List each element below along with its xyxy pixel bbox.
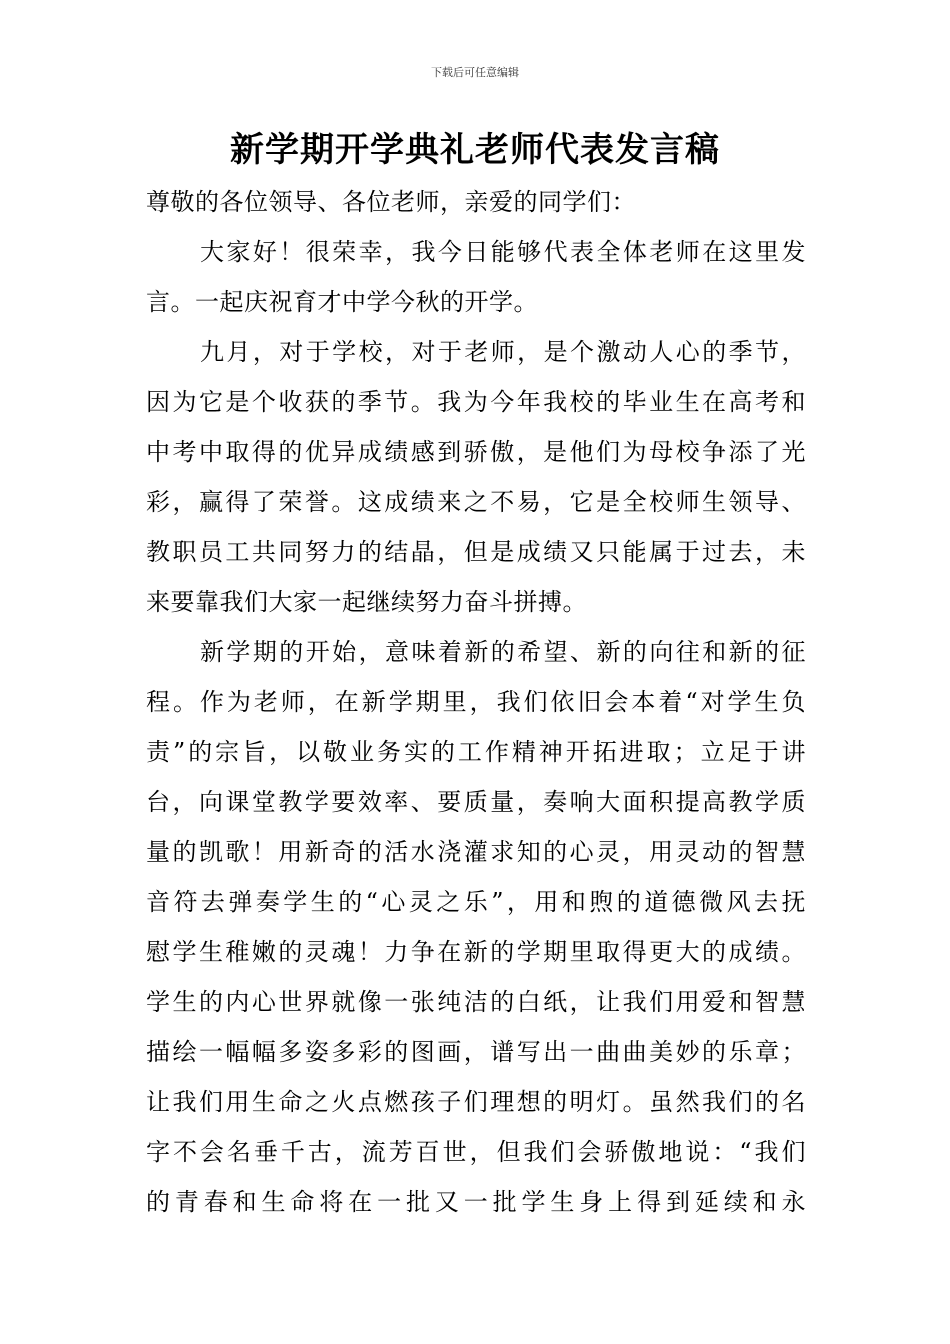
paragraph-line: 慰学生稚嫩的灵魂！力争在新的学期里取得更大的成绩。 xyxy=(146,938,806,966)
paragraph-line: 九月，对于学校，对于老师，是个激动人心的季节， xyxy=(200,338,806,366)
paragraph-line: 描绘一幅幅多姿多彩的图画，谱写出一曲曲美妙的乐章； xyxy=(146,1038,806,1066)
header-note: 下载后可任意编辑 xyxy=(431,66,519,79)
paragraph-line: 新学期的开始，意味着新的希望、新的向往和新的征 xyxy=(200,638,806,666)
paragraph-line: 学生的内心世界就像一张纯洁的白纸，让我们用爱和智慧 xyxy=(146,988,806,1016)
paragraph-line: 大家好！很荣幸，我今日能够代表全体老师在这里发 xyxy=(200,238,806,266)
paragraph-line: 让我们用生命之火点燃孩子们理想的明灯。虽然我们的名 xyxy=(146,1088,806,1116)
paragraph-line: 教职员工共同努力的结晶，但是成绩又只能属于过去，未 xyxy=(146,538,806,566)
document-body xyxy=(146,177,806,1227)
document-title: 新学期开学典礼老师代表发言稿 xyxy=(230,130,720,170)
paragraph-line: 的青春和生命将在一批又一批学生身上得到延续和永 xyxy=(146,1188,806,1216)
salutation-line: 尊敬的各位领导、各位老师，亲爱的同学们： xyxy=(146,188,636,216)
paragraph-line: 程。作为老师，在新学期里，我们依旧会本着“对学生负 xyxy=(146,688,806,716)
paragraph-line: 音符去弹奏学生的“心灵之乐”，用和煦的道德微风去抚 xyxy=(146,888,806,916)
paragraph-line: 责”的宗旨，以敬业务实的工作精神开拓进取；立足于讲 xyxy=(146,738,806,766)
paragraph-line: 量的凯歌！用新奇的活水浇灌求知的心灵，用灵动的智慧 xyxy=(146,838,806,866)
paragraph-line: 彩，赢得了荣誉。这成绩来之不易，它是全校师生领导、 xyxy=(146,488,806,516)
paragraph-line: 台，向课堂教学要效率、要质量，奏响大面积提高教学质 xyxy=(146,788,806,816)
paragraph-line: 字不会名垂千古，流芳百世，但我们会骄傲地说：“我们 xyxy=(146,1138,806,1166)
paragraph-line: 因为它是个收获的季节。我为今年我校的毕业生在高考和 xyxy=(146,388,806,416)
paragraph-line: 中考中取得的优异成绩感到骄傲，是他们为母校争添了光 xyxy=(146,438,806,466)
paragraph-line: 言。一起庆祝育才中学今秋的开学。 xyxy=(146,288,538,316)
paragraph-line: 来要靠我们大家一起继续努力奋斗拼搏。 xyxy=(146,588,587,616)
